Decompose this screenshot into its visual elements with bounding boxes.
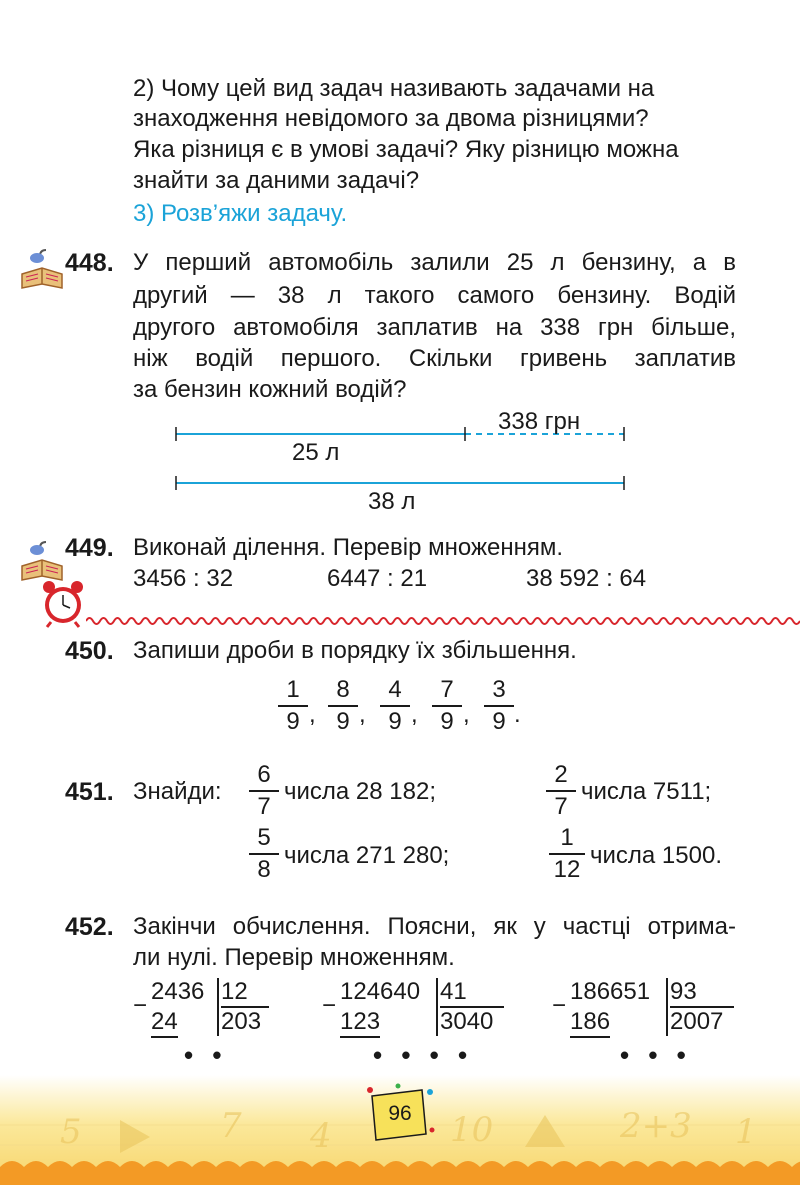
- task-448-line-3: другого автомобіля заплатив на 338 грн більше,: [133, 314, 736, 341]
- intro-line-3: Яка різниця є в умові задачі? Яку різницю можна: [133, 136, 679, 163]
- task-451-item-2: числа 7511;: [581, 778, 712, 805]
- svg-text:7: 7: [220, 1106, 242, 1146]
- svg-text:4: 4: [310, 1116, 332, 1156]
- fraction-1-12: 1 12: [549, 824, 585, 884]
- book-lamp-icon: [18, 244, 66, 292]
- svg-text:10: 10: [450, 1110, 494, 1150]
- fraction-6-7: 6 7: [249, 761, 279, 821]
- fraction-5-8: 5 8: [249, 824, 279, 884]
- task-452-line-2: ли нулі. Перевір множенням.: [133, 944, 455, 971]
- svg-text:1: 1: [735, 1112, 757, 1152]
- task-number-451: 451.: [65, 778, 114, 806]
- task-449-example-1: 3456 : 32: [133, 565, 234, 592]
- task-449-example-3: 38 592 : 64: [526, 565, 647, 592]
- intro-line-2: знаходження невідомого за двома різницями?: [133, 105, 649, 132]
- task-449-text: Виконай ділення. Перевір множенням.: [133, 534, 564, 561]
- task-448-line-2: другий — 38 л такого самого бензину. Водій: [133, 282, 736, 309]
- task-number-452: 452.: [65, 913, 114, 941]
- svg-text:5: 5: [60, 1112, 82, 1152]
- book-lamp-icon: [18, 536, 66, 584]
- task-451-item-4: числа 1500.: [590, 842, 722, 869]
- diagram-label-first: 25 л: [292, 439, 340, 466]
- fraction-3: 4 9: [380, 676, 410, 736]
- division-3-dots: • • •: [620, 1040, 692, 1070]
- intro-line-5: 3) Розв’яжи задачу.: [133, 200, 348, 227]
- task-448-line-4: ніж водій першого. Скільки гривень заплатив: [133, 345, 736, 372]
- diagram-label-difference: 338 грн: [498, 408, 581, 435]
- long-division-2: − 124640 123 41 3040: [322, 978, 512, 1058]
- task-451-item-3: числа 271 280;: [284, 842, 450, 869]
- diagram-label-second: 38 л: [368, 488, 416, 515]
- fraction-separator: ,: [309, 701, 316, 728]
- fraction-2: 8 9: [328, 676, 358, 736]
- svg-text:2+3: 2+3: [620, 1106, 692, 1146]
- wavy-divider: [86, 614, 800, 628]
- long-division-3: − 186651 186 93 2007: [552, 978, 742, 1058]
- fraction-separator: .: [514, 701, 521, 728]
- task-number-449: 449.: [65, 534, 114, 562]
- division-1-dots: • •: [184, 1040, 228, 1070]
- long-division-1: − 2436 24 12 203: [133, 978, 273, 1058]
- task-450-text: Запиши дроби в порядку їх збільшення.: [133, 637, 577, 664]
- fraction-1: 1 9: [278, 676, 308, 736]
- task-449-example-2: 6447 : 21: [327, 565, 428, 592]
- task-448-line-5: за бензин кожний водій?: [133, 376, 407, 403]
- intro-line-4: знайти за даними задачі?: [133, 167, 420, 194]
- fraction-2-7: 2 7: [546, 761, 576, 821]
- page-number: 96: [388, 1102, 412, 1125]
- fraction-4: 7 9: [432, 676, 462, 736]
- fraction-5: 3 9: [484, 676, 514, 736]
- task-number-448: 448.: [65, 249, 114, 277]
- fraction-separator: ,: [359, 701, 366, 728]
- alarm-clock-icon: [40, 578, 86, 628]
- fraction-separator: ,: [463, 701, 470, 728]
- task-number-450: 450.: [65, 637, 114, 665]
- task-451-label: Знайди:: [133, 778, 222, 805]
- task-451-item-1: числа 28 182;: [284, 778, 437, 805]
- fraction-separator: ,: [411, 701, 418, 728]
- task-448-line-1: У перший автомобіль залили 25 л бензину, а в: [133, 249, 736, 276]
- task-452-line-1: Закінчи обчислення. Поясни, як у частці отрима-: [133, 913, 736, 940]
- division-2-dots: • • • •: [373, 1040, 474, 1070]
- intro-line-1: 2) Чому цей вид задач називають задачами на: [133, 75, 655, 102]
